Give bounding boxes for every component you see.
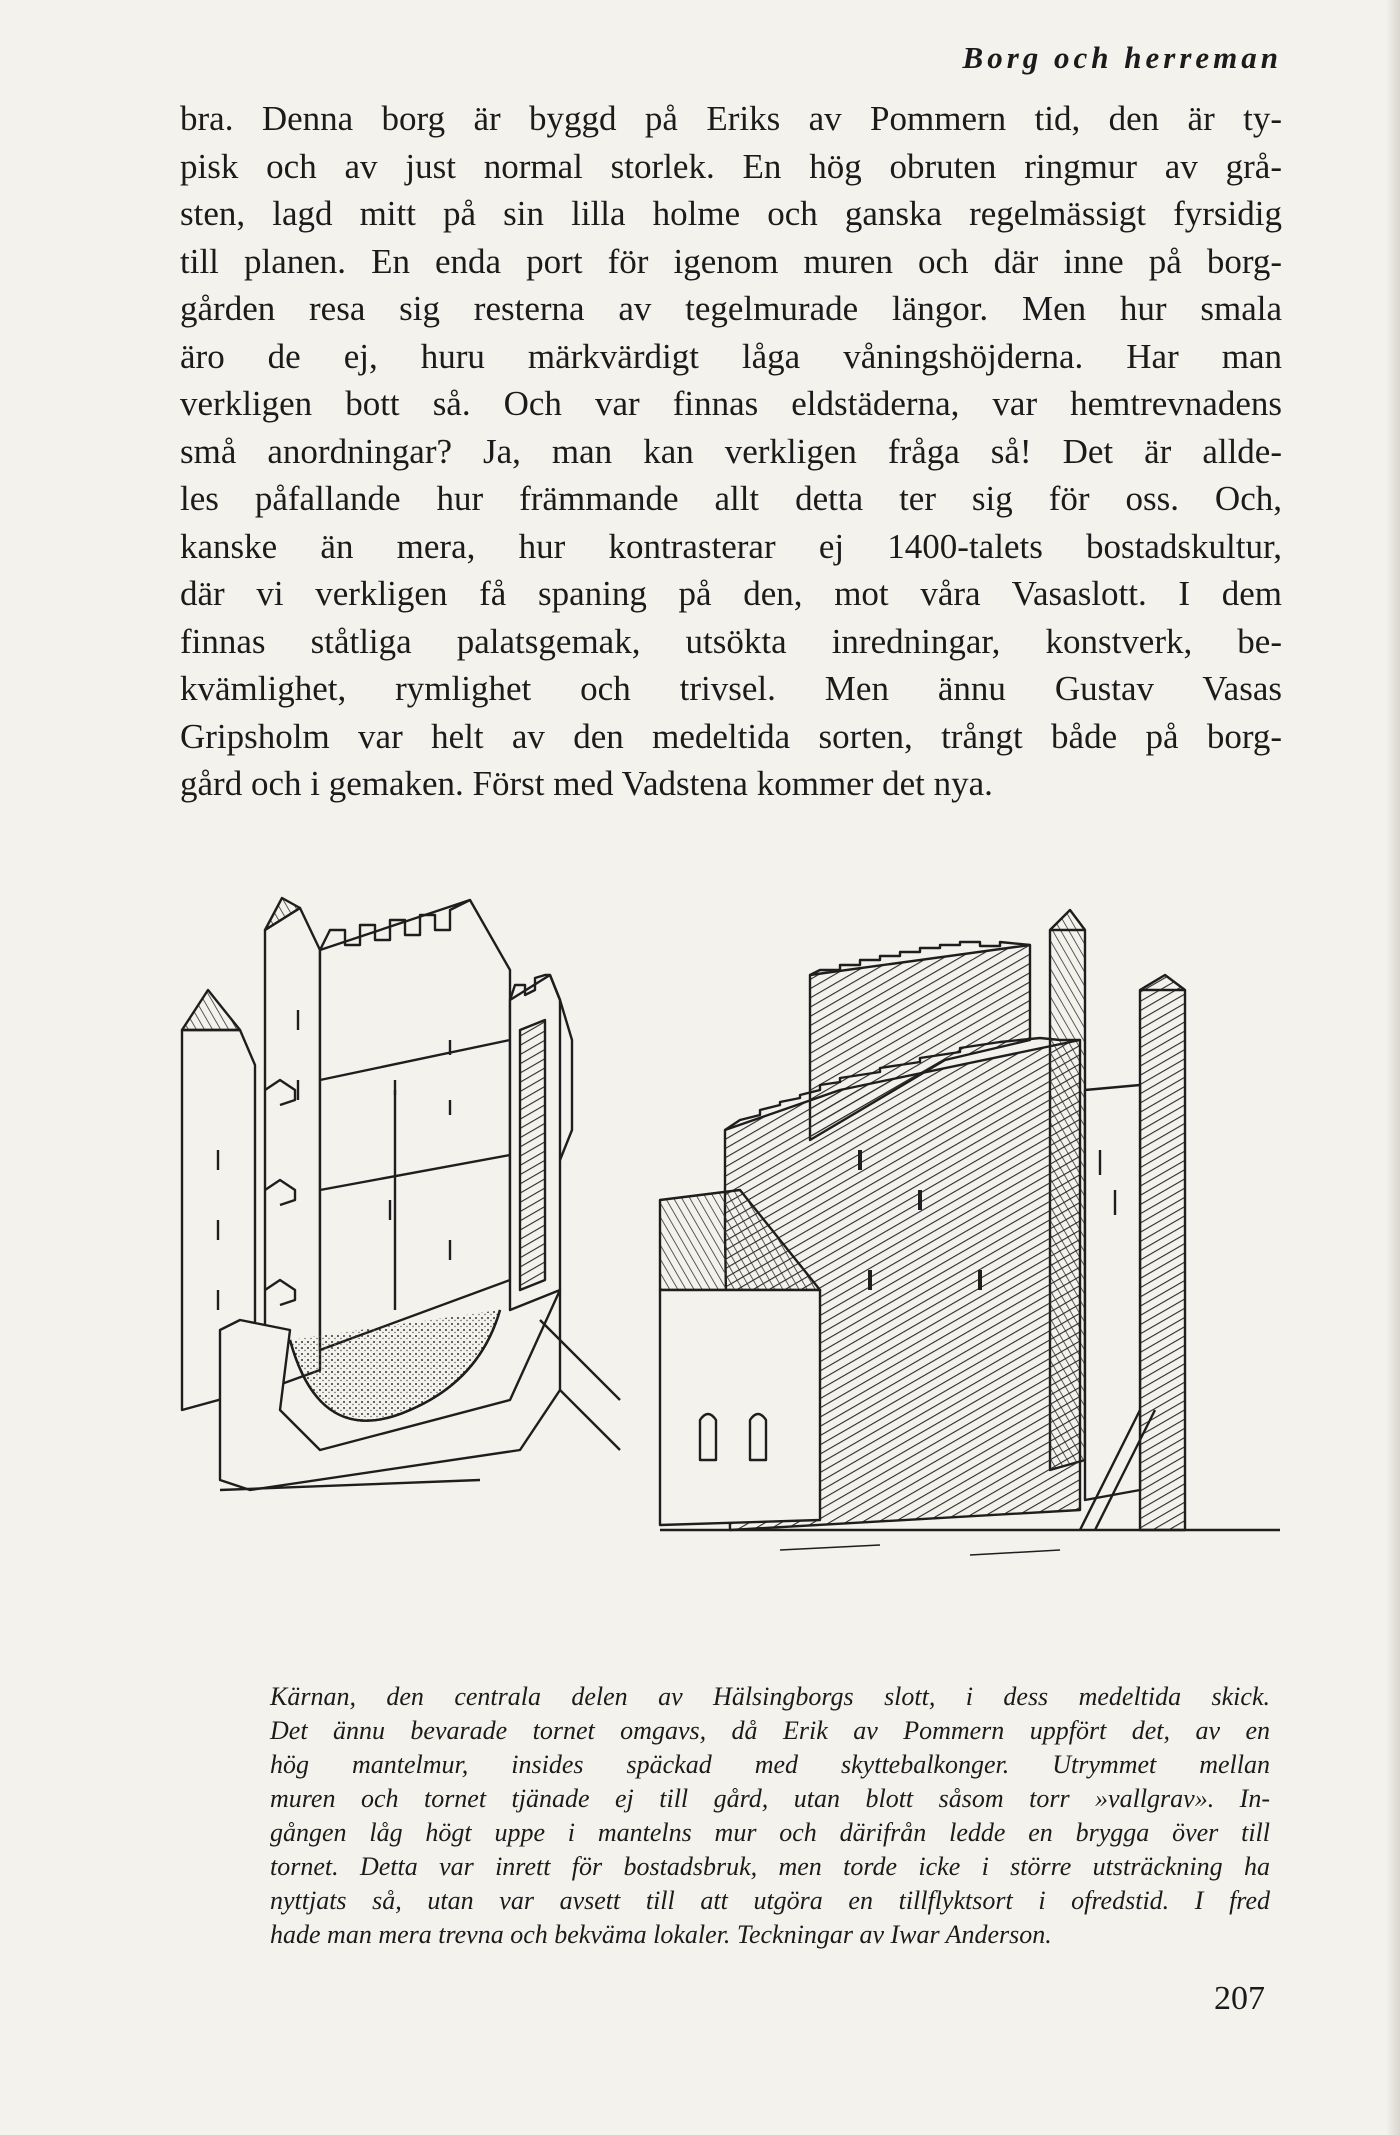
body-line: kvämlighet, rymlighet och trivsel. Men ännu Gustav Vasas: [180, 669, 1282, 708]
body-line: gård och i gemaken. Först med Vadstena kommer det nya.: [180, 764, 993, 803]
body-line: verkligen bott så. Och var finnas eldstäderna, var hemtrevnadens: [180, 384, 1282, 423]
figure-caption: [270, 1680, 1270, 1952]
body-text: [180, 95, 1282, 808]
body-line: pisk och av just normal storlek. En hög obruten ringmur av grå-: [180, 146, 1282, 186]
body-line: bra. Denna borg är byggd på Eriks av Pommern tid, den är ty-: [180, 99, 1282, 138]
body-line: Gripsholm var helt av den medeltida sorten, trångt både på borg-: [180, 716, 1282, 756]
page-edge: [1386, 0, 1400, 2135]
caption-line: hade man mera trevna och bekväma lokaler. Teckningar av Iwar Anderson.: [270, 1920, 1052, 1949]
body-line: små anordningar? Ja, man kan verkligen fråga så! Det är allde-: [180, 431, 1282, 471]
caption-line: nyttjats så, utan var avsett till att utgöra en tillflyktsort i ofredstid. I fred: [270, 1886, 1270, 1915]
body-line: gården resa sig resterna av tegelmurade längor. Men hur smala: [180, 289, 1282, 328]
caption-line: hög mantelmur, insides späckad med skyttebalkonger. Utrymmet mellan: [270, 1750, 1270, 1779]
body-line: kanske än mera, hur kontrasterar ej 1400-talets bostadskultur,: [180, 526, 1282, 566]
body-line: äro de ej, huru märkvärdigt låga våningshöjderna. Har man: [180, 336, 1282, 376]
body-line: där vi verkligen få spaning på den, mot våra Vasaslott. I dem: [180, 574, 1282, 613]
caption-line: Kärnan, den centrala delen av Hälsingborgs slott, i dess medeltida skick.: [270, 1682, 1270, 1711]
keep-exterior-drawing: [660, 910, 1280, 1555]
body-line: les påfallande hur främmande allt detta ter sig för oss. Och,: [180, 479, 1282, 518]
page-number: 207: [1214, 1980, 1265, 2017]
body-line: finnas ståtliga palatsgemak, utsökta inredningar, konstverk, be-: [180, 621, 1282, 661]
caption-line: gången låg högt uppe i mantelns mur och därifrån ledde en brygga över till: [270, 1818, 1270, 1847]
castle-illustrations: [180, 890, 1280, 1570]
body-line: sten, lagd mitt på sin lilla holme och ganska regelmässigt fyrsidig: [180, 194, 1282, 233]
caption-line: tornet. Detta var inrett för bostadsbruk, men torde icke i större utsträckning ha: [270, 1852, 1270, 1881]
caption-line: muren och tornet tjänade ej till gård, utan blott såsom torr »vallgrav». In-: [270, 1784, 1270, 1813]
caption-line: Det ännu bevarade tornet omgavs, då Erik av Pommern uppfört det, av en: [270, 1716, 1270, 1745]
body-line: till planen. En enda port för igenom muren och där inne på borg-: [180, 241, 1282, 281]
running-head: Borg och herreman: [962, 40, 1282, 75]
figures: [180, 890, 1280, 1570]
keep-cutaway-drawing: [182, 898, 620, 1490]
